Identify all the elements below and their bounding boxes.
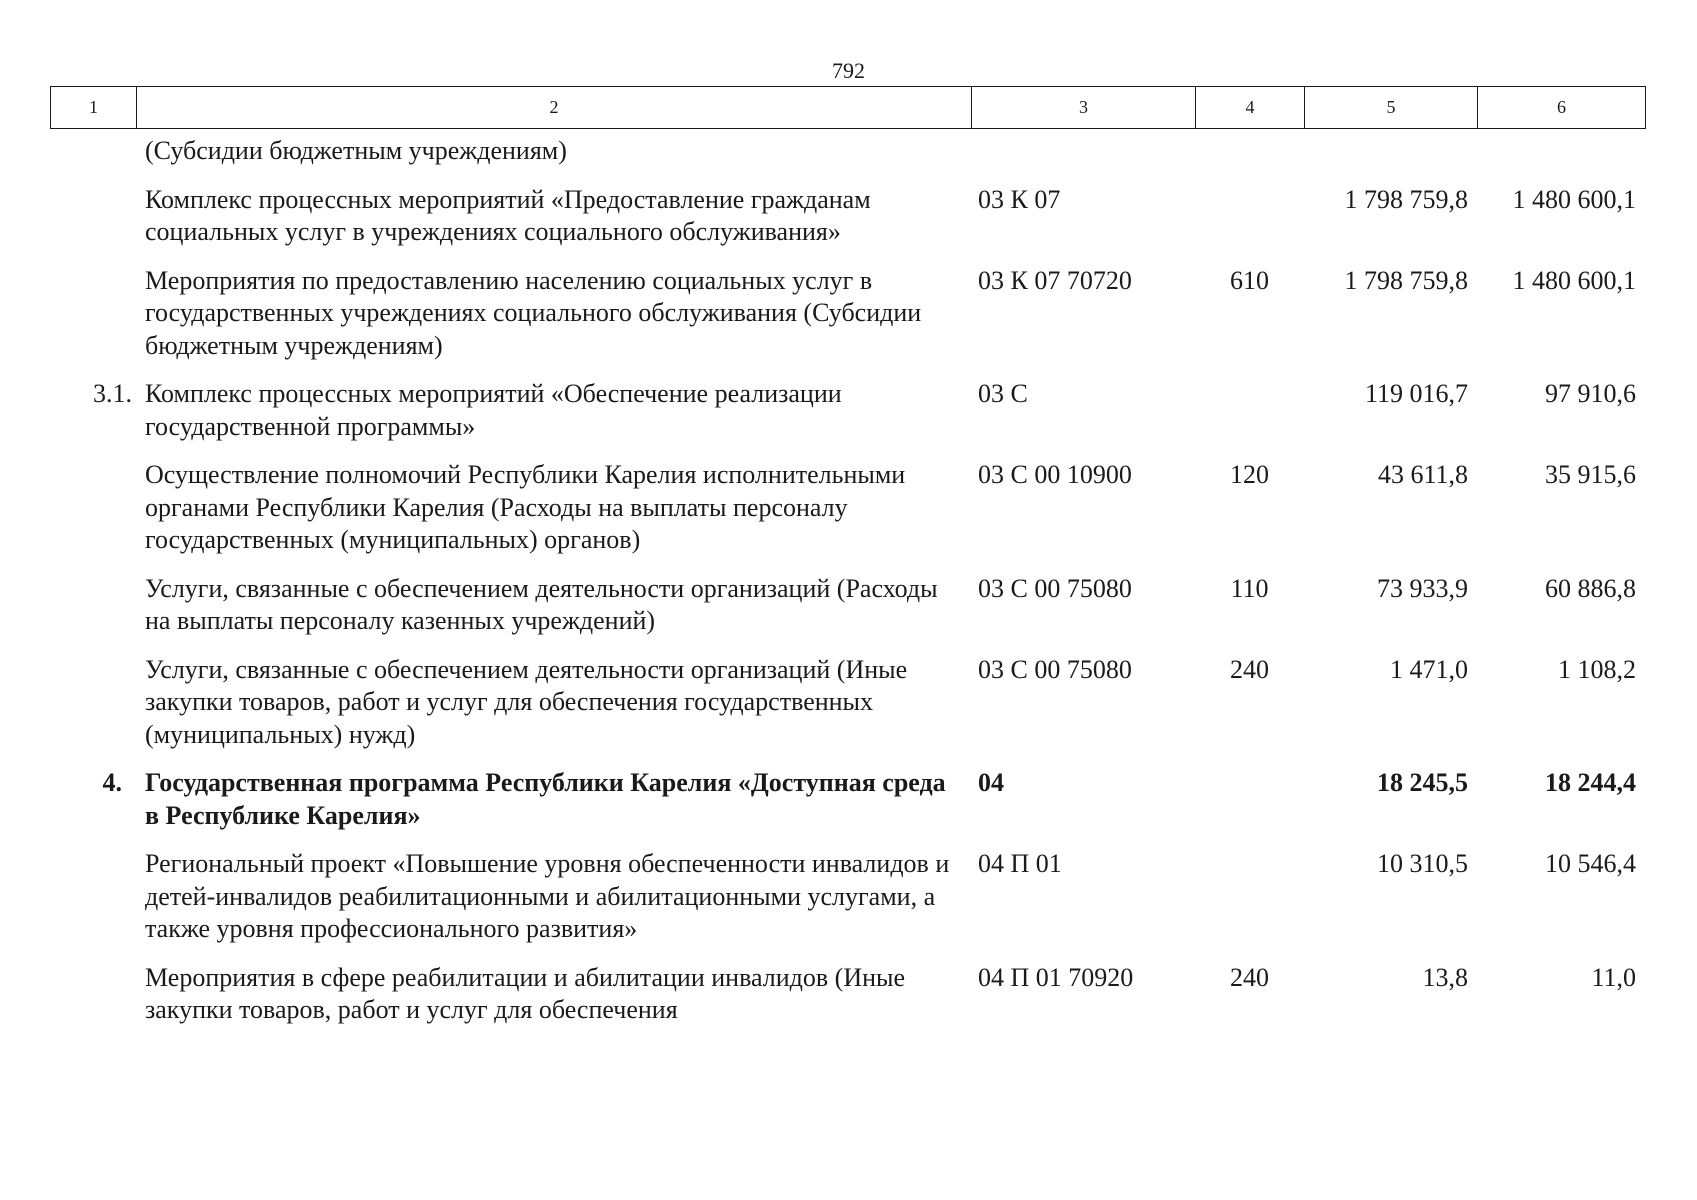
row-number-cell [50, 459, 136, 557]
row-type-cell: 120 [1230, 460, 1269, 489]
table-row [50, 573, 1645, 638]
row-value2-cell [1477, 135, 1645, 168]
row-type-cell: 110 [1230, 573, 1269, 603]
row-number-cell [50, 265, 136, 363]
column-header-6: 6 [1478, 87, 1646, 129]
row-type-cell: 240 [1230, 654, 1269, 684]
row-code-cell: 04 П 01 [978, 849, 1062, 878]
row-value2-cell: 11,0 [1591, 962, 1636, 992]
row-type-cell [1195, 184, 1304, 249]
row-name-cell: Услуги, связанные с обеспечением деятельности организаций (Расходы на выплаты персоналу казенных учреждений) [145, 573, 938, 635]
row-name-cell: (Субсидии бюджетным учреждениям) [145, 136, 567, 165]
row-value1-cell: 1 798 759,8 [1344, 184, 1468, 214]
row-code-cell: 03 К 07 [978, 184, 1061, 214]
row-name-cell: Региональный проект «Повышение уровня обеспеченности инвалидов и детей-инвалидов реабилитационными и абилитационными услугами, а также уровня профессионального развития» [145, 849, 950, 943]
row-code-cell [971, 135, 1195, 168]
row-value2-cell: 1 480 600,1 [1512, 265, 1636, 295]
table-row [50, 459, 1645, 557]
row-value1-cell: 119 016,7 [1364, 379, 1468, 408]
row-name-cell: Государственная программа Республики Карелия «Доступная среда в Республике Карелия» [145, 768, 946, 830]
row-type-cell [1195, 767, 1304, 832]
row-code-cell: 03 С 00 75080 [978, 654, 1132, 684]
row-value1-cell: 73 933,9 [1377, 573, 1468, 603]
row-number-cell [50, 184, 136, 249]
row-type-cell [1195, 378, 1304, 443]
column-header-4: 4 [1196, 87, 1305, 129]
table-row [50, 265, 1645, 363]
row-name-cell: Комплекс процессных мероприятий «Предоставление гражданам социальных услуг в учреждениях социального обслуживания» [145, 184, 871, 246]
row-code-cell: 03 С 00 10900 [978, 460, 1132, 489]
table-row [50, 135, 1645, 168]
row-type-cell [1195, 135, 1304, 168]
row-name-cell: Мероприятия по предоставлению населению социальных услуг в государственных учреждениях социального обслуживания (Субсидии бюджетным учреждениям) [145, 265, 922, 360]
row-value2-cell: 1 480 600,1 [1512, 184, 1636, 214]
column-header-5: 5 [1305, 87, 1478, 129]
row-code-cell: 03 С [978, 379, 1028, 408]
row-type-cell [1195, 848, 1304, 946]
row-number-cell: 3.1. [93, 379, 132, 408]
table-row [50, 848, 1645, 946]
row-code-cell: 04 [978, 768, 1004, 797]
row-type-cell: 610 [1230, 265, 1269, 295]
row-code-cell: 03 С 00 75080 [978, 573, 1132, 603]
row-value1-cell: 1 471,0 [1390, 654, 1468, 684]
row-name-cell: Комплекс процессных мероприятий «Обеспечение реализации государственной программы» [145, 379, 842, 441]
row-number-cell [50, 962, 136, 1027]
table-row [50, 378, 1645, 443]
row-value1-cell: 43 611,8 [1377, 460, 1468, 489]
row-name-cell: Услуги, связанные с обеспечением деятельности организаций (Иные закупки товаров, работ и услуг для обеспечения государственных (муниципальных) нужд) [145, 654, 908, 749]
row-value2-cell: 60 886,8 [1545, 573, 1636, 603]
table-row [50, 184, 1645, 249]
row-value2-cell: 97 910,6 [1545, 379, 1636, 408]
table-row [50, 962, 1645, 1027]
row-value1-cell: 10 310,5 [1377, 849, 1468, 878]
row-code-cell: 04 П 01 70920 [978, 962, 1134, 992]
row-name-cell: Осуществление полномочий Республики Карелия исполнительными органами Республики Карелия (Расходы на выплаты персоналу государственных (муниципальных) органов) [145, 460, 906, 554]
page-number: 792 [832, 58, 865, 83]
row-value2-cell: 1 108,2 [1558, 654, 1636, 684]
column-header-1: 1 [51, 87, 137, 129]
column-header-table [50, 86, 1646, 129]
row-number-cell [50, 135, 136, 168]
row-value1-cell [1304, 135, 1477, 168]
row-type-cell: 240 [1230, 962, 1269, 992]
row-value1-cell: 18 245,5 [1377, 768, 1468, 797]
row-name-cell: Мероприятия в сфере реабилитации и абилитации инвалидов (Иные закупки товаров, работ и услуг для обеспечения [145, 962, 906, 1024]
row-value1-cell: 1 798 759,8 [1344, 265, 1468, 295]
table-row [50, 767, 1645, 832]
column-header-row [51, 87, 1646, 129]
table-body [50, 135, 1645, 1043]
row-value2-cell: 18 244,4 [1545, 768, 1636, 797]
row-number-cell [50, 573, 136, 638]
row-number-cell [50, 848, 136, 946]
row-value2-cell: 10 546,4 [1545, 849, 1636, 878]
row-value1-cell: 13,8 [1422, 962, 1468, 992]
row-value2-cell: 35 915,6 [1545, 460, 1636, 489]
row-number-cell [50, 654, 136, 752]
table-row [50, 654, 1645, 752]
column-header-2: 2 [137, 87, 972, 129]
row-code-cell: 03 К 07 70720 [978, 265, 1132, 295]
row-number-cell: 4. [102, 768, 122, 797]
column-header-3: 3 [972, 87, 1196, 129]
